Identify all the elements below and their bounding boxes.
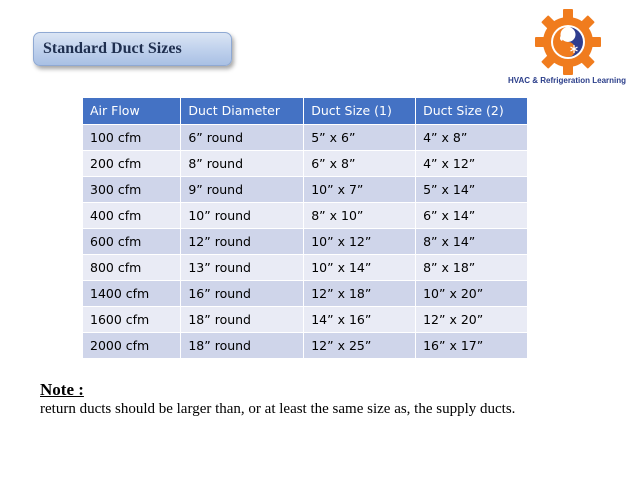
table-cell: 10” x 20” — [416, 280, 528, 306]
table-cell: 8” x 10” — [304, 202, 416, 228]
table-cell: 6” round — [181, 124, 304, 150]
logo-caption: HVAC & Refrigeration Learning — [507, 76, 627, 85]
table-row — [83, 332, 528, 358]
table-cell: 800 cfm — [83, 254, 181, 280]
note-label: Note : — [40, 380, 84, 399]
table-cell: 12” x 18” — [304, 280, 416, 306]
table-cell: 9” round — [181, 176, 304, 202]
table-cell: 100 cfm — [83, 124, 181, 150]
table-cell: 6” x 14” — [416, 202, 528, 228]
table-row — [83, 202, 528, 228]
hvac-gear-logo-icon — [534, 8, 602, 76]
note-text: return ducts should be larger than, or at least the same size as, the supply ducts. — [40, 401, 516, 417]
table-cell: 200 cfm — [83, 150, 181, 176]
column-header-duct-size-1: Duct Size (1) — [304, 98, 416, 124]
table-row — [83, 306, 528, 332]
table-cell: 4” x 12” — [416, 150, 528, 176]
table-header-row — [83, 98, 528, 124]
table-cell: 16” round — [181, 280, 304, 306]
column-header-duct-size-2: Duct Size (2) — [416, 98, 528, 124]
page-title: Standard Duct Sizes — [43, 40, 182, 57]
table-row — [83, 254, 528, 280]
table-cell: 14” x 16” — [304, 306, 416, 332]
table-cell: 8” x 14” — [416, 228, 528, 254]
table-row — [83, 124, 528, 150]
table-cell: 5” x 6” — [304, 124, 416, 150]
table-cell: 1600 cfm — [83, 306, 181, 332]
table-cell: 10” x 14” — [304, 254, 416, 280]
column-header-duct-diameter: Duct Diameter — [181, 98, 304, 124]
table-row — [83, 150, 528, 176]
table-cell: 2000 cfm — [83, 332, 181, 358]
title-box — [33, 32, 232, 66]
table-cell: 300 cfm — [83, 176, 181, 202]
table-cell: 18” round — [181, 306, 304, 332]
table-cell: 16” x 17” — [416, 332, 528, 358]
table-row — [83, 176, 528, 202]
table-cell: 10” round — [181, 202, 304, 228]
table-cell: 12” x 20” — [416, 306, 528, 332]
table-cell: 6” x 8” — [304, 150, 416, 176]
table-cell: 600 cfm — [83, 228, 181, 254]
table-cell: 12” x 25” — [304, 332, 416, 358]
table-cell: 1400 cfm — [83, 280, 181, 306]
table-cell: 12” round — [181, 228, 304, 254]
table-cell: 5” x 14” — [416, 176, 528, 202]
table-cell: 18” round — [181, 332, 304, 358]
table-cell: 8” x 18” — [416, 254, 528, 280]
table-row — [83, 228, 528, 254]
table-cell: 10” x 12” — [304, 228, 416, 254]
table-cell: 10” x 7” — [304, 176, 416, 202]
column-header-air-flow: Air Flow — [83, 98, 181, 124]
table-cell: 13” round — [181, 254, 304, 280]
table-cell: 4” x 8” — [416, 124, 528, 150]
table-cell: 400 cfm — [83, 202, 181, 228]
table-row — [83, 280, 528, 306]
duct-size-table — [83, 98, 528, 359]
table-cell: 8” round — [181, 150, 304, 176]
